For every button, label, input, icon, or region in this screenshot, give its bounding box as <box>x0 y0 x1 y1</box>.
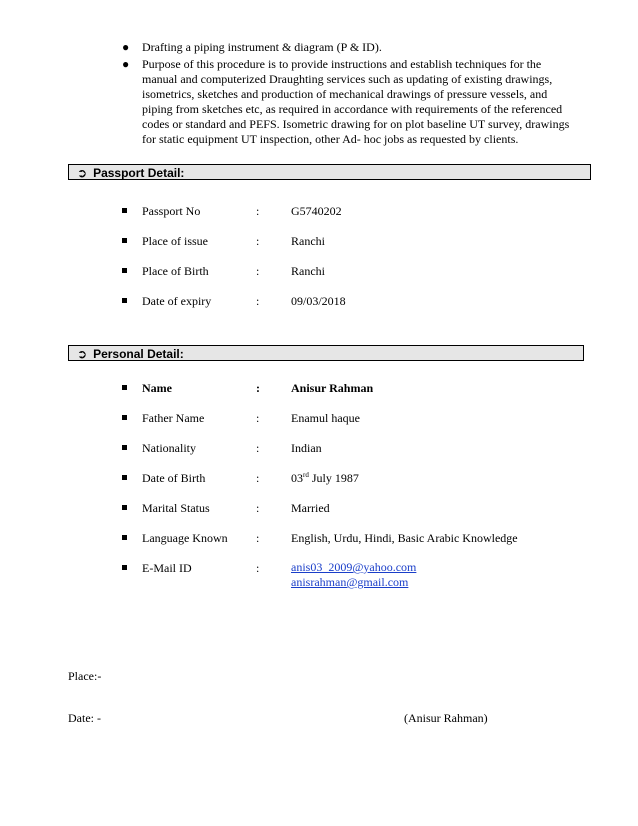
square-bullet-icon <box>122 445 127 450</box>
square-bullet-icon <box>122 238 127 243</box>
square-bullet-icon <box>122 385 127 390</box>
bullet-dot-icon: ● <box>122 40 130 54</box>
square-bullet-icon <box>122 505 127 510</box>
date-label: Date: - <box>68 711 101 725</box>
place-label: Place:- <box>68 669 102 683</box>
date-of-birth-value: 03rd July 1987 <box>291 471 359 485</box>
square-bullet-icon <box>122 535 127 540</box>
square-bullet-icon <box>122 298 127 303</box>
square-bullet-icon <box>122 565 127 570</box>
email-link-gmail[interactable]: anisrahman@gmail.com <box>291 575 409 589</box>
square-bullet-icon <box>122 268 127 273</box>
email-values <box>291 560 416 590</box>
arrow-right-icon: ➲ <box>77 347 88 361</box>
signature-name: (Anisur Rahman) <box>404 711 488 725</box>
duties-list <box>120 40 572 149</box>
square-bullet-icon <box>122 208 127 213</box>
passport-section-header: ➲ Passport Detail: <box>68 164 591 180</box>
bullet-dot-icon: ● <box>122 57 130 71</box>
email-link-yahoo[interactable]: anis03_2009@yahoo.com <box>291 560 417 574</box>
arrow-right-icon: ➲ <box>77 166 88 180</box>
duty-item: ● Purpose of this procedure is to provide instructions and establish techniques for the manual and computerized Draughting services such as updating of existing drawings, isometrics, sketches and production of mechanical drawings of pressure vessels, and piping from sketches etc, as required in accordance with requirements of the referenced codes or standard and PEFS. Isometric drawing for on plot baseline UT survey, drawings for static equipment UT inspection, other Ad- hoc jobs as requested by clients. <box>122 57 570 146</box>
square-bullet-icon <box>122 475 127 480</box>
personal-section-header: ➲ Personal Detail: <box>68 345 584 361</box>
duty-item: ● Drafting a piping instrument & diagram (P & ID). <box>122 40 382 54</box>
square-bullet-icon <box>122 415 127 420</box>
